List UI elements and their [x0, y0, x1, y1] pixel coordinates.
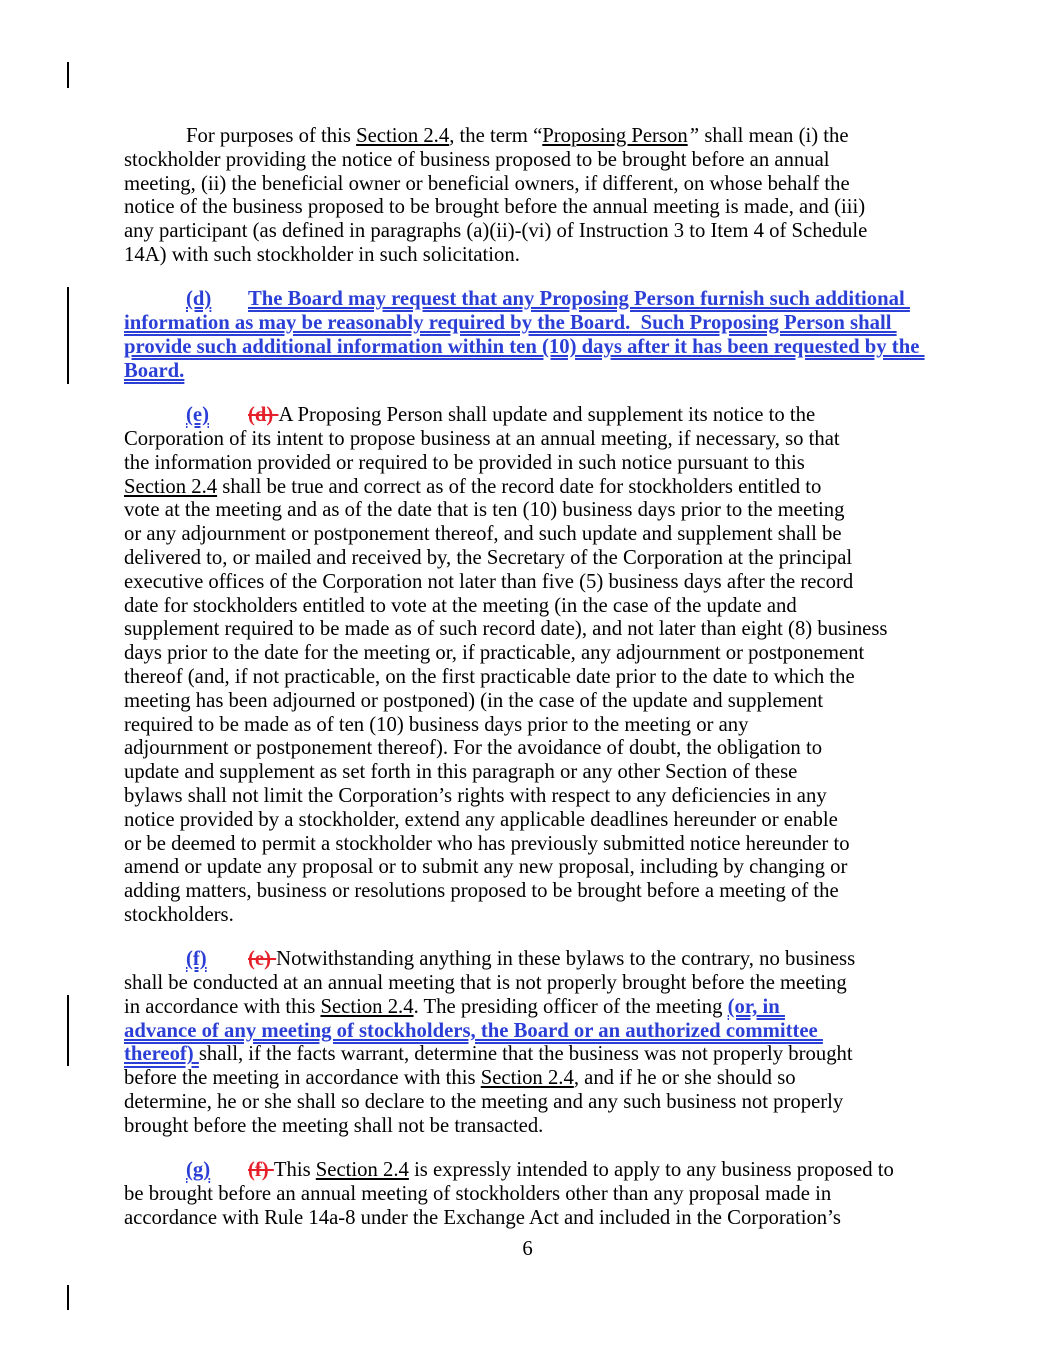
body-text: . The presiding officer of the meeting	[413, 995, 728, 1018]
body-text: is expressly intended to apply to any business proposed to be brought before an annual meeting of stockholders other than any proposal made in accordance with Rule 14a-8 under the Exchange Act and included in the Corporation’s	[124, 1159, 894, 1229]
page-number: 6	[522, 1238, 533, 1260]
body-text: This	[273, 1159, 316, 1182]
section-reference: Section 2.4	[315, 1159, 409, 1182]
paragraph-d-additional-information	[124, 288, 954, 383]
inserted-text: The Board may request that any Proposing Person furnish such additional information as may be reasonably required by the Board. Such Proposing Person shall provide such additional information within ten (10) days after it has been requested by the Board.	[124, 288, 920, 382]
body-text: , the term “	[449, 125, 543, 147]
body-text: shall, if the facts warrant, determine that the business was not properly brought before the meeting in accordance with this	[124, 1043, 853, 1090]
paragraph-e-update-and-supplement	[124, 404, 954, 928]
body-text: For purposes of this	[186, 125, 357, 147]
change-bar	[67, 995, 69, 1066]
italic-quote: ”	[687, 125, 700, 147]
document-body	[124, 125, 954, 1251]
paragraph-f-business-not-properly-brought	[124, 948, 954, 1138]
body-text: , and if he or she should so determine, he or she shall so declare to the meeting and any such business not properly brought before the meeting shall not be transacted.	[124, 1067, 844, 1137]
section-reference: Proposing Person	[542, 125, 688, 147]
paragraph-g-scope	[124, 1159, 954, 1230]
section-reference: Section 2.4	[320, 995, 414, 1018]
body-text: shall mean (i) the stockholder providing the notice of business proposed to be brought before an annual meeting, (ii) the beneficial owner or beneficial owners, if different, on whose behalf the notice of the business proposed to be brought before the annual meeting is made, and (iii) any participant (as defined in paragraphs (a)(ii)-(vi) of Instruction 3 to Item 4 of Schedule 14A) with such stockholder in such solicitation.	[124, 125, 868, 266]
paragraph-proposing-person-definition	[124, 125, 954, 268]
section-reference: Section 2.4	[480, 1067, 574, 1090]
change-bar	[67, 1285, 69, 1310]
paragraph-number-inserted: (f)	[186, 948, 207, 971]
paragraph-number-inserted: (g)	[186, 1159, 211, 1182]
section-reference: Section 2.4	[356, 125, 450, 147]
inserted-text: (or, in advance of any meeting of stockholders, the Board or an authorized committee thereof)	[124, 995, 818, 1066]
change-bar	[67, 62, 69, 88]
body-text: A Proposing Person shall update and supplement its notice to the Corporation of its intent to propose business at an annual meeting, if necessary, so that the information provided or required to be provided in such notice pursuant to this	[124, 404, 840, 474]
paragraph-number-inserted: (e)	[186, 404, 209, 427]
deleted-text: (e)	[248, 948, 277, 971]
body-text: shall be true and correct as of the record date for stockholders entitled to vote at the meeting and as of the date that is ten (10) business days prior to the meeting or any adjournment or postponement thereof, and such update and supplement shall be delivered to, or mailed and received by, the Secretary of the Corporation at the principal executive offices of the Corporation not later than five (5) business days after the record date for stockholders entitled to vote at the meeting (in the case of the update and supplement required to be made as of such record date), and not later than eight (8) business days prior to the date for the meeting or, if practicable, any adjournment or postponement thereof (and, if not practicable, on the first practicable date prior to the date to which the meeting has been adjourned or postponed) (in the case of the update and supplement required to be made as of ten (10) business days prior to the meeting or any adjournment or postponement thereof). For the avoidance of doubt, the obligation to update and supplement as set forth in this paragraph or any other Section of these bylaws shall not limit the Corporation’s rights with respect to any deficiencies in any notice provided by a stockholder, extend any applicable deadlines hereunder or enable or be deemed to permit a stockholder who has previously submitted notice hereunder to amend or update any proposal or to submit any new proposal, including by changing or adding matters, business or resolutions proposed to be brought before a meeting of the stockholders.	[124, 475, 888, 926]
section-reference: Section 2.4	[124, 475, 218, 498]
body-text: Notwithstanding anything in these bylaws to the contrary, no business shall be conducted at an annual meeting that is not properly brought before the meeting in accordance with this	[124, 948, 856, 1018]
deleted-text: (f)	[248, 1159, 274, 1182]
paragraph-number-inserted: (d)	[186, 288, 212, 311]
deleted-text: (d)	[248, 404, 279, 427]
change-bar	[67, 287, 69, 384]
